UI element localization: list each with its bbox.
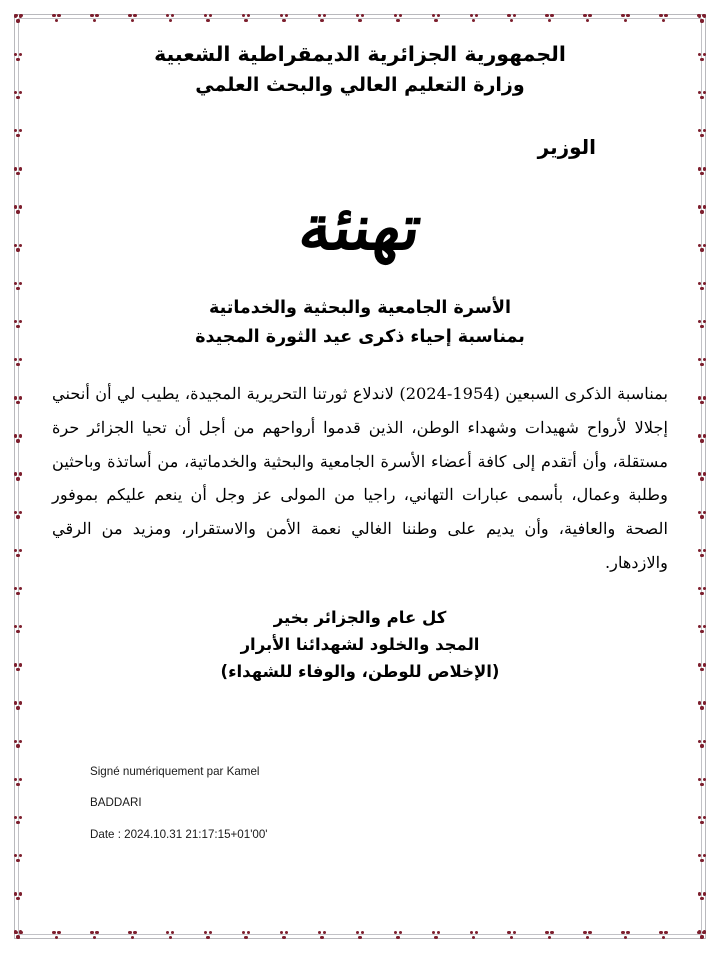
- border-trefoil-icon: [14, 52, 23, 61]
- border-trefoil-icon: [14, 243, 23, 252]
- border-trefoil-icon: [698, 357, 707, 366]
- border-trefoil-icon: [14, 853, 23, 862]
- border-trefoil-icon: [242, 931, 251, 940]
- border-trefoil-icon: [128, 931, 137, 940]
- border-trefoil-icon: [507, 14, 516, 23]
- border-trefoil-icon: [14, 739, 23, 748]
- border-trefoil-icon: [698, 434, 707, 443]
- border-trefoil-icon: [698, 663, 707, 672]
- closing-line-3: (الإخلاص للوطن، والوفاء للشهداء): [220, 661, 500, 681]
- border-trefoil-icon: [698, 853, 707, 862]
- border-trefoil-icon: [355, 931, 364, 940]
- border-trefoil-icon: [583, 14, 592, 23]
- digital-signature-block: [90, 748, 268, 858]
- border-trefoil-icon: [545, 931, 554, 940]
- border-trefoil-icon: [14, 434, 23, 443]
- border-trefoil-icon: [14, 586, 23, 595]
- border-trefoil-icon: [14, 205, 23, 214]
- border-motif-strip-top: [14, 11, 706, 25]
- border-trefoil-icon: [659, 14, 668, 23]
- border-trefoil-icon: [14, 931, 23, 940]
- border-trefoil-icon: [204, 14, 213, 23]
- border-motif-strip-left: [11, 14, 25, 939]
- border-trefoil-icon: [166, 931, 175, 940]
- occasion-line: بمناسبة إحياء ذكرى عيد الثورة المجيدة: [195, 327, 525, 348]
- border-trefoil-icon: [14, 167, 23, 176]
- border-trefoil-icon: [431, 14, 440, 23]
- border-trefoil-icon: [698, 510, 707, 519]
- border-trefoil-icon: [166, 14, 175, 23]
- border-trefoil-icon: [697, 931, 706, 940]
- border-trefoil-icon: [355, 14, 364, 23]
- border-trefoil-icon: [14, 892, 23, 901]
- border-trefoil-icon: [698, 815, 707, 824]
- border-trefoil-icon: [14, 90, 23, 99]
- border-trefoil-icon: [698, 396, 707, 405]
- border-trefoil-icon: [698, 586, 707, 595]
- ministry-heading: وزارة التعليم العالي والبحث العلمي: [195, 74, 525, 97]
- border-trefoil-icon: [14, 128, 23, 137]
- border-trefoil-icon: [698, 52, 707, 61]
- border-trefoil-icon: [621, 931, 630, 940]
- calligraphy-title-wrap: [46, 191, 674, 283]
- border-trefoil-icon: [698, 625, 707, 634]
- border-trefoil-icon: [698, 892, 707, 901]
- border-trefoil-icon: [659, 931, 668, 940]
- border-trefoil-icon: [318, 14, 327, 23]
- border-trefoil-icon: [14, 510, 23, 519]
- border-trefoil-icon: [204, 931, 213, 940]
- border-trefoil-icon: [431, 931, 440, 940]
- border-trefoil-icon: [698, 205, 707, 214]
- border-trefoil-icon: [14, 319, 23, 328]
- border-trefoil-icon: [698, 128, 707, 137]
- border-trefoil-icon: [128, 14, 137, 23]
- document-header: [46, 40, 674, 99]
- border-trefoil-icon: [698, 14, 707, 23]
- border-trefoil-icon: [90, 931, 99, 940]
- border-trefoil-icon: [14, 701, 23, 710]
- border-trefoil-icon: [698, 167, 707, 176]
- border-trefoil-icon: [469, 931, 478, 940]
- border-trefoil-icon: [698, 472, 707, 481]
- border-trefoil-icon: [698, 739, 707, 748]
- signature-date-line: Date : 2024.10.31 21:17:15+01'00': [90, 827, 268, 841]
- border-trefoil-icon: [698, 319, 707, 328]
- border-trefoil-icon: [698, 930, 707, 939]
- document-content: [46, 40, 674, 686]
- republic-heading: الجمهورية الجزائرية الديمقراطية الشعبية: [154, 42, 566, 66]
- signature-signed-by-line-2: BADDARI: [90, 796, 142, 810]
- border-trefoil-icon: [242, 14, 251, 23]
- border-trefoil-icon: [698, 243, 707, 252]
- border-trefoil-icon: [393, 14, 402, 23]
- border-trefoil-icon: [280, 931, 289, 940]
- border-trefoil-icon: [14, 930, 23, 939]
- border-trefoil-icon: [698, 777, 707, 786]
- border-trefoil-icon: [698, 281, 707, 290]
- calligraphy-title: تهنئة: [294, 191, 426, 265]
- body-paragraph: بمناسبة الذكرى السبعين (1954-2024) لاندلاع ثورتنا التحريرية المجيدة، يطيب لي أن أنحني إجلالا لأرواح شهيدات وشهداء الوطن، الذين قدموا أرواحهم من أجل أن تحيا الجزائر حرة مستقلة، وأن أتقدم إلى كافة أعضاء الأسرة الجامعية والبحثية والخدماتية، من أساتذة وباحثين وطلبة وعمال، بأسمى عبارات التهاني، راجيا من المولى عز وجل أن ينعم عليكم بموفور الصحة والعافية، وأن يديم على وطننا الغالي نعمة الأمن والاستقرار، ومزيد من الرقي والازدهار.: [52, 384, 668, 572]
- border-trefoil-icon: [14, 663, 23, 672]
- border-trefoil-icon: [14, 14, 23, 23]
- border-trefoil-icon: [280, 14, 289, 23]
- border-motif-strip-bottom: [14, 928, 706, 942]
- closing-line-1: كل عام والجزائر بخير: [273, 608, 447, 628]
- border-trefoil-icon: [583, 931, 592, 940]
- border-trefoil-icon: [14, 777, 23, 786]
- border-trefoil-icon: [52, 14, 61, 23]
- border-trefoil-icon: [14, 625, 23, 634]
- border-trefoil-icon: [14, 472, 23, 481]
- border-trefoil-icon: [14, 548, 23, 557]
- border-trefoil-icon: [393, 931, 402, 940]
- border-trefoil-icon: [90, 14, 99, 23]
- border-trefoil-icon: [14, 281, 23, 290]
- border-trefoil-icon: [698, 548, 707, 557]
- border-trefoil-icon: [14, 14, 23, 23]
- border-trefoil-icon: [697, 14, 706, 23]
- border-trefoil-icon: [52, 931, 61, 940]
- closing-line-2: المجد والخلود لشهدائنا الأبرار: [240, 635, 480, 655]
- border-trefoil-icon: [545, 14, 554, 23]
- closing-block: [46, 605, 674, 685]
- addressee-line: الأسرة الجامعية والبحثية والخدماتية: [209, 298, 511, 319]
- signature-signed-by-line-1: Signé numériquement par Kamel: [90, 764, 260, 778]
- border-trefoil-icon: [14, 357, 23, 366]
- border-trefoil-icon: [14, 815, 23, 824]
- border-trefoil-icon: [698, 701, 707, 710]
- border-trefoil-icon: [698, 90, 707, 99]
- border-motif-strip-right: [695, 14, 709, 939]
- border-trefoil-icon: [621, 14, 630, 23]
- minister-title-row: [46, 135, 674, 159]
- border-trefoil-icon: [318, 931, 327, 940]
- minister-title: الوزير: [537, 135, 596, 160]
- border-trefoil-icon: [14, 396, 23, 405]
- border-trefoil-icon: [469, 14, 478, 23]
- border-trefoil-icon: [507, 931, 516, 940]
